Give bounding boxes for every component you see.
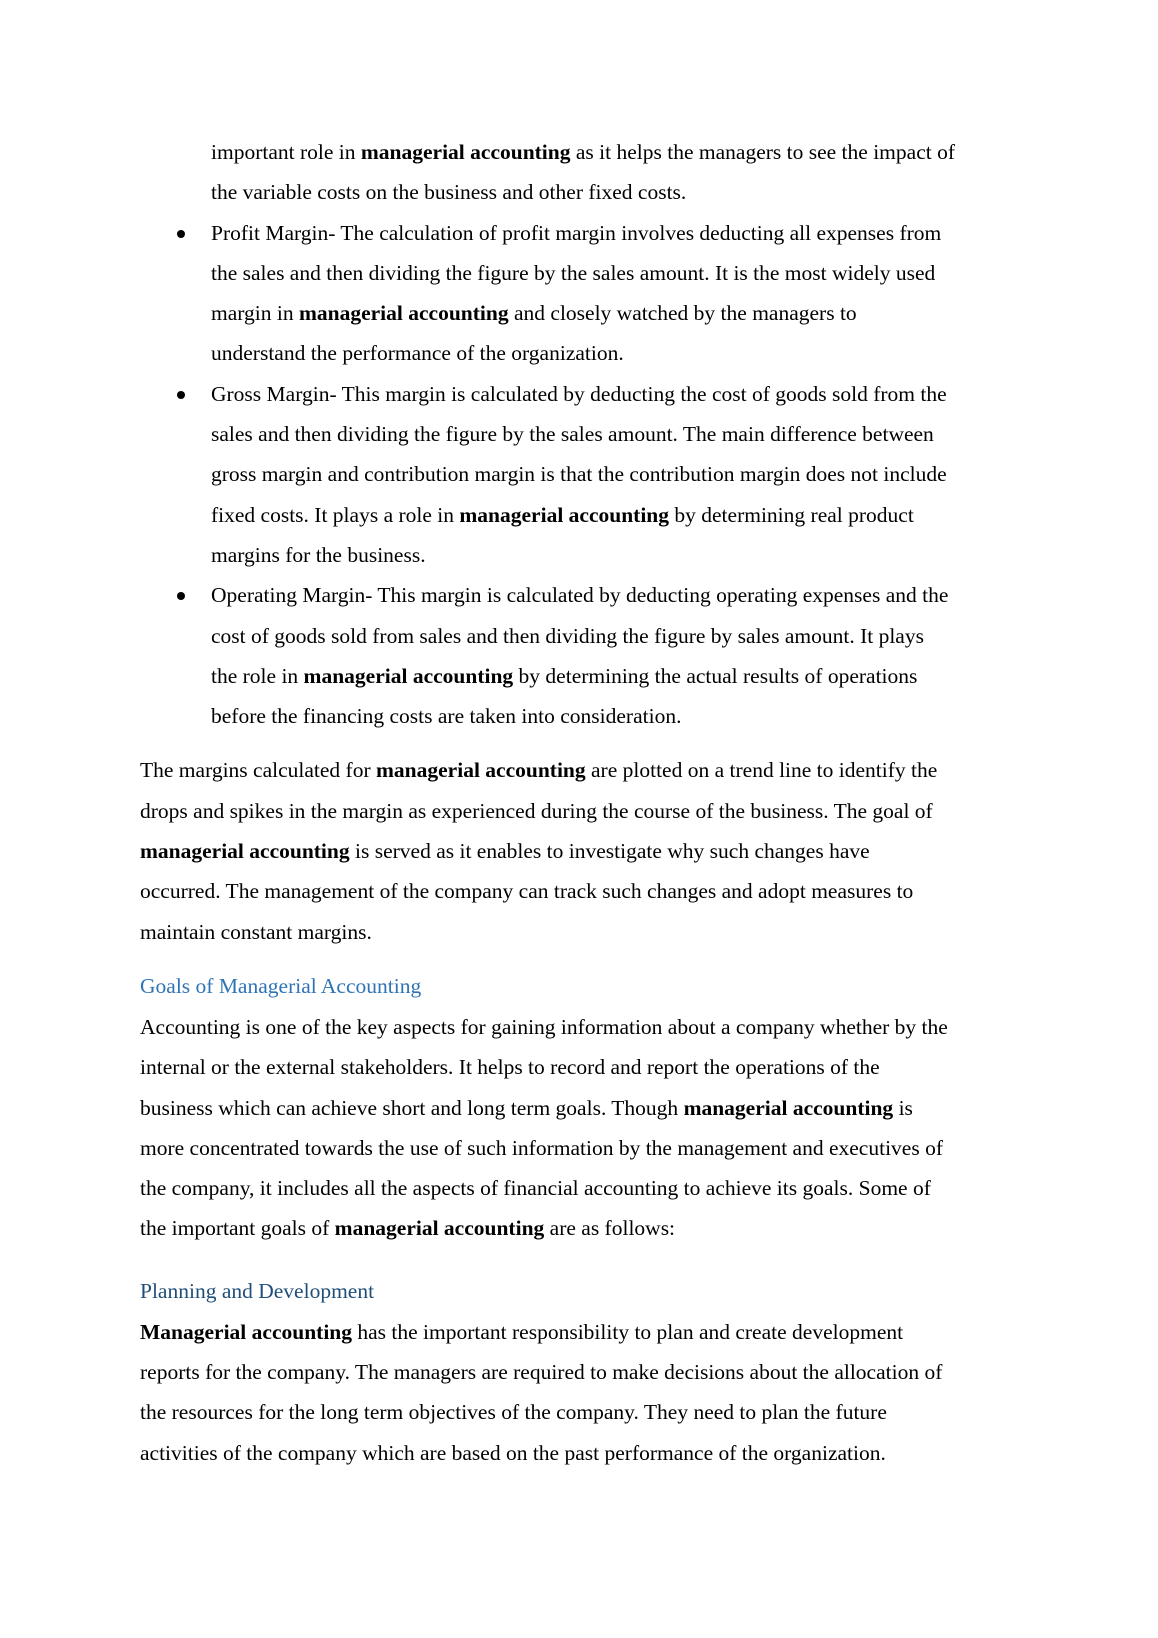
bullet-gross-margin bbox=[140, 374, 1030, 575]
bullet-operating-margin bbox=[140, 575, 1030, 736]
bullet-dot-icon bbox=[177, 391, 185, 399]
bold-term: Managerial accounting bbox=[140, 1319, 352, 1344]
text-line: internal or the external stakeholders. It helps to record and report the operations of the bbox=[140, 1055, 880, 1080]
document-body bbox=[140, 132, 1030, 1473]
paragraph-goals bbox=[140, 1007, 1030, 1249]
bullet-dot-icon bbox=[177, 230, 185, 238]
text-line: maintain constant margins. bbox=[140, 919, 372, 944]
bold-term: managerial accounting bbox=[360, 140, 571, 164]
text-line: Accounting is one of the key aspects for gaining information about a company whether by the bbox=[140, 1014, 948, 1039]
section-heading-planning: Planning and Development bbox=[140, 1278, 375, 1303]
text-line: the variable costs on the business and other fixed costs. bbox=[211, 180, 687, 205]
text-line: occurred. The management of the company can track such changes and adopt measures to bbox=[140, 879, 914, 904]
margin-bullet-list bbox=[140, 213, 1030, 737]
text-line: the sales and then dividing the figure by the sales amount. It is the most widely used bbox=[211, 260, 936, 285]
text-line: drops and spikes in the margin as experienced during the course of the business. The goal of bbox=[140, 798, 933, 823]
text-line: the company, it includes all the aspects of financial accounting to achieve its goals. Some of bbox=[140, 1176, 931, 1201]
bold-term: managerial accounting bbox=[303, 663, 514, 688]
text-line: Managerial accounting has the important responsibility to plan and create development bbox=[140, 1319, 904, 1344]
text-line: The margins calculated for managerial accounting are plotted on a trend line to identify the bbox=[140, 758, 938, 783]
text-line: business which can achieve short and long term goals. Though managerial accounting is bbox=[140, 1095, 913, 1120]
bold-term: managerial accounting bbox=[376, 758, 586, 783]
text-line: margins for the business. bbox=[211, 542, 426, 567]
bold-term: managerial accounting bbox=[334, 1216, 545, 1241]
text-line: before the financing costs are taken into consideration. bbox=[211, 704, 682, 729]
text-line: Gross Margin- This margin is calculated by deducting the cost of goods sold from the bbox=[211, 381, 947, 406]
text-line: managerial accounting is served as it enables to investigate why such changes have bbox=[140, 839, 870, 864]
text-line: the resources for the long term objectives of the company. They need to plan the future bbox=[140, 1400, 887, 1425]
paragraph-margins-trend bbox=[140, 750, 1030, 951]
text-line: Profit Margin- The calculation of profit margin involves deducting all expenses from bbox=[211, 220, 942, 245]
text-line: cost of goods sold from sales and then dividing the figure by sales amount. It plays bbox=[211, 623, 924, 648]
continued-bullet-text bbox=[140, 132, 1030, 213]
bold-term: managerial accounting bbox=[459, 502, 670, 527]
text-line: the role in managerial accounting by determining the actual results of operations bbox=[211, 663, 918, 688]
paragraph-planning bbox=[140, 1312, 1030, 1473]
text-line: sales and then dividing the figure by the sales amount. The main difference between bbox=[211, 422, 934, 447]
text-line: margin in managerial accounting and closely watched by the managers to bbox=[211, 301, 857, 326]
text-line: more concentrated towards the use of such information by the management and executives of bbox=[140, 1135, 943, 1160]
text-line: reports for the company. The managers are required to make decisions about the allocation of bbox=[140, 1360, 943, 1385]
bullet-dot-icon bbox=[177, 592, 185, 600]
text-line: gross margin and contribution margin is that the contribution margin does not include bbox=[211, 462, 947, 487]
bold-term: managerial accounting bbox=[140, 839, 350, 864]
text-line: understand the performance of the organization. bbox=[211, 341, 624, 366]
text-line: fixed costs. It plays a role in managerial accounting by determining real product bbox=[211, 502, 914, 527]
text-line: Operating Margin- This margin is calculated by deducting operating expenses and the bbox=[211, 583, 949, 608]
bullet-profit-margin bbox=[140, 213, 1030, 374]
section-heading-goals: Goals of Managerial Accounting bbox=[140, 973, 422, 998]
text-line: the important goals of managerial accounting are as follows: bbox=[140, 1216, 676, 1241]
bold-term: managerial accounting bbox=[683, 1095, 894, 1120]
bold-term: managerial accounting bbox=[298, 301, 509, 326]
text-line: important role in managerial accounting as it helps the managers to see the impact of bbox=[211, 140, 955, 164]
text-line: activities of the company which are based on the past performance of the organization. bbox=[140, 1440, 886, 1465]
